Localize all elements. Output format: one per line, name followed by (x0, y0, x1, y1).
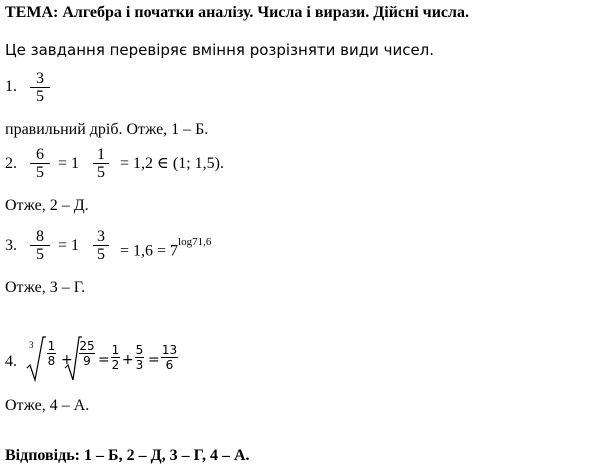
item2-eq1: = 1 (58, 155, 80, 172)
item2-conclusion: Отже, 2 – Д. (5, 197, 89, 214)
item3-rest-text: = 1,6 = 7 (120, 242, 179, 260)
denominator: 5 (97, 246, 105, 263)
denominator: 6 (165, 358, 174, 372)
item2-fraction (30, 146, 50, 181)
item2-rest: = 1,2 ∈ (1; 1,5). (120, 155, 224, 172)
numerator: 3 (36, 70, 44, 87)
item3-conclusion: Отже, 3 – Г. (5, 279, 86, 296)
plus-sign-2: + (122, 352, 134, 368)
final-answer: Відповідь: 1 – Б, 2 – Д, 3 – Г, 4 – А. (5, 447, 250, 464)
topic-heading: ТЕМА: Алгебра і початки аналізу. Числа і вирази. Дійсні числа. (5, 4, 469, 21)
result1-fraction (111, 343, 120, 372)
equals-sign-1: = (98, 352, 110, 368)
numerator: 1 (97, 146, 105, 163)
root-index: 3 (29, 340, 34, 350)
item4-index: 4. (5, 353, 17, 370)
root1-fraction (47, 339, 56, 368)
numerator: 1 (47, 339, 56, 353)
item2-mixed-fraction (93, 146, 109, 181)
plus-sign-1: + (61, 352, 73, 368)
item1-conclusion: правильний дріб. Отже, 1 – Б. (5, 121, 209, 138)
item3-fraction (30, 228, 50, 263)
item3-index: 3. (5, 237, 17, 254)
denominator: 5 (97, 164, 105, 181)
denominator: 2 (111, 358, 120, 372)
denominator: 5 (36, 164, 44, 181)
denominator: 5 (36, 88, 44, 105)
item4-conclusion: Отже, 4 – А. (5, 397, 90, 414)
equals-sign-2: = (148, 352, 160, 368)
numerator: 5 (135, 343, 144, 357)
numerator: 6 (36, 146, 44, 163)
item1-index: 1. (5, 78, 17, 95)
result2-fraction (135, 343, 144, 372)
denominator: 9 (83, 354, 91, 368)
numerator: 3 (97, 228, 105, 245)
numerator: 25 (79, 339, 95, 353)
numerator: 1 (111, 343, 120, 357)
item3-mixed-fraction (93, 228, 109, 263)
result3-fraction (161, 343, 178, 372)
intro-text: Це завдання перевіряє вміння розрізняти види чисел. (5, 41, 435, 59)
root2-fraction (79, 339, 95, 368)
numerator: 13 (161, 343, 178, 357)
denominator: 3 (135, 358, 144, 372)
denominator: 8 (47, 354, 56, 368)
item2-index: 2. (5, 155, 17, 172)
item3-exponent: log71,6 (178, 236, 212, 248)
item3-rest (120, 236, 211, 261)
item3-eq1: = 1 (58, 237, 80, 254)
denominator: 5 (36, 246, 44, 263)
numerator: 8 (36, 228, 44, 245)
item1-fraction (30, 70, 50, 105)
